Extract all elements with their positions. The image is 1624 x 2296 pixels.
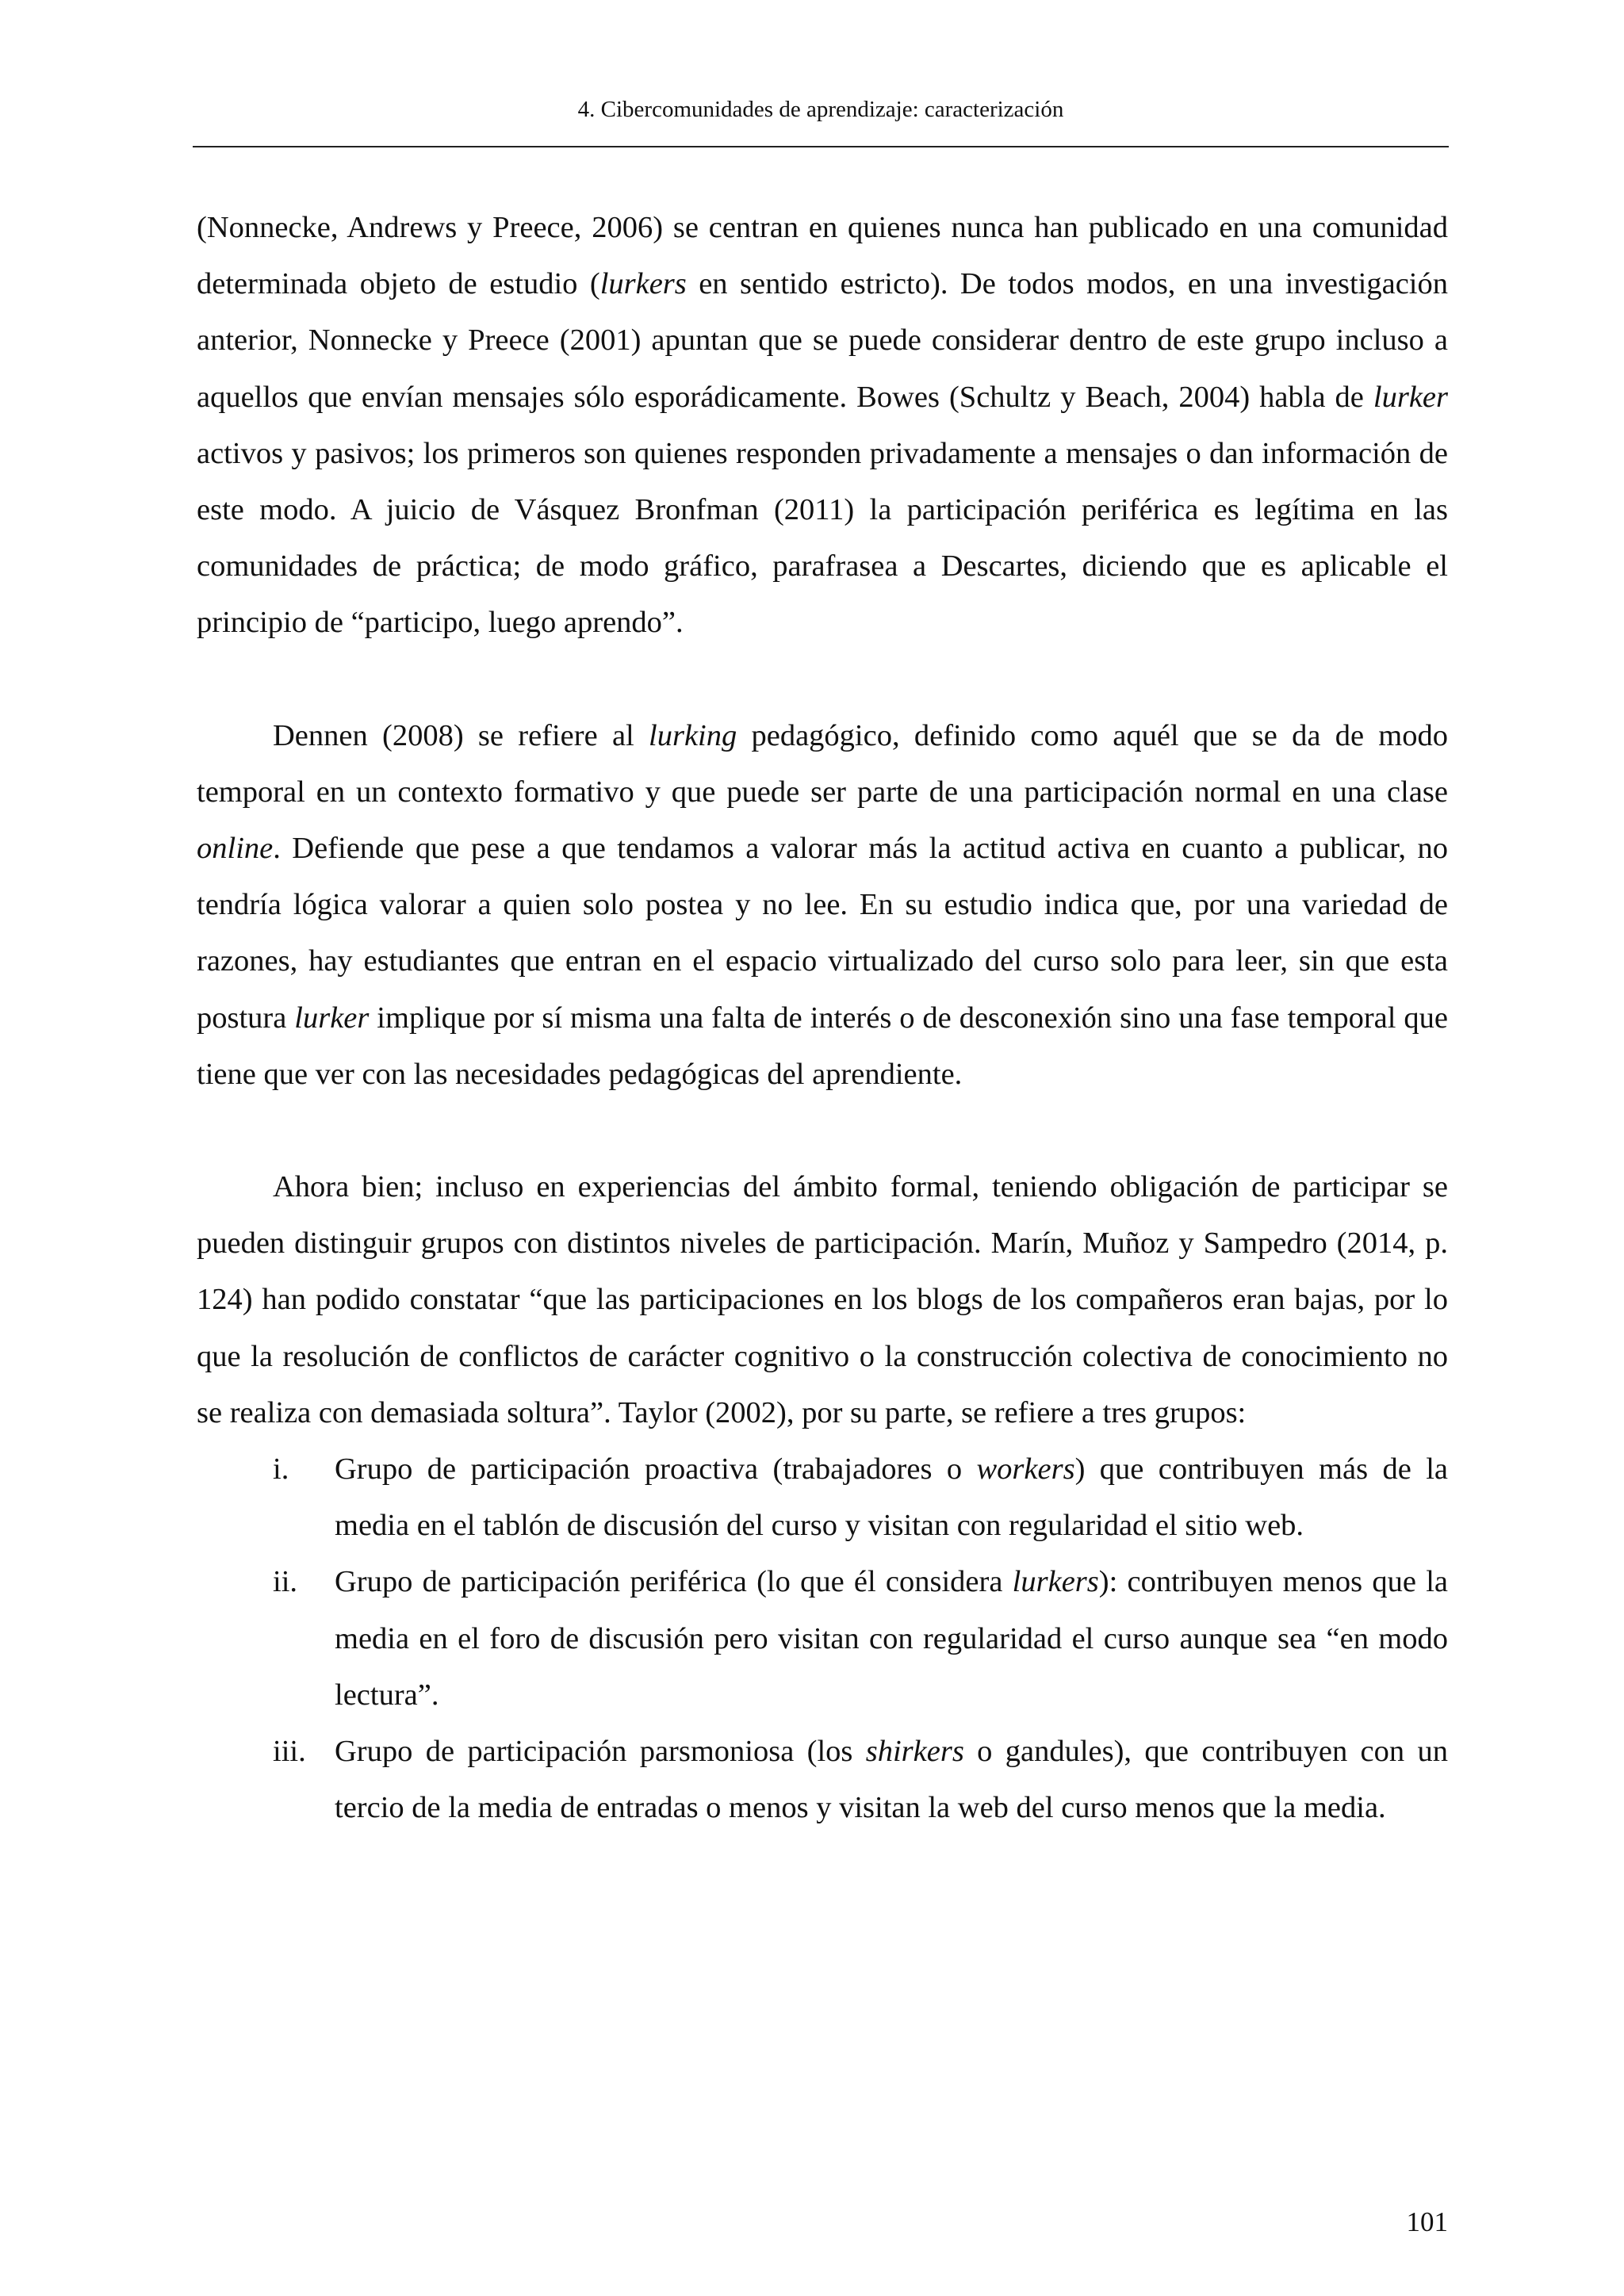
italic-term: lurkers xyxy=(1012,1565,1099,1599)
list-item xyxy=(197,1441,1448,1554)
text-run: Dennen (2008) se refiere al xyxy=(273,718,649,752)
text-run: activos y pasivos; los primeros son quienes responden privadamente a mensajes o dan información de este modo. A juicio de Vásquez Bronfman (2011) la participación periférica es legítima en las comunidades de práctica; de modo gráfico, parafrasea a Descartes, diciendo que es aplicable el principio de “participo, luego aprendo”. xyxy=(197,436,1448,640)
paragraph-lurkers-definition xyxy=(197,200,1448,652)
header-rule xyxy=(193,146,1449,147)
text-run: en sentido estricto). De todos modos, en una investigación anterior, Nonnecke y Preece (2001) apuntan que se puede considerar dentro de este grupo incluso a aquellos que envían mensajes sólo esporádicamente. Bowes (Schultz y Beach, 2004) habla de xyxy=(197,267,1448,414)
text-run: Grupo de participación periférica (lo que él considera xyxy=(335,1565,1013,1599)
text-run: ) que contribuyen más de la media en el tablón de discusión del curso y visitan con regularidad el sitio web. xyxy=(335,1452,1448,1543)
list-marker: i. xyxy=(273,1452,289,1487)
text-run: ): contribuyen menos que la media en el foro de discusión pero visitan con regularidad el curso aunque sea “en modo lectura”. xyxy=(335,1565,1448,1712)
italic-term: shirkers xyxy=(865,1735,964,1769)
list-item xyxy=(197,1724,1448,1836)
paragraph-spacer xyxy=(197,652,1448,708)
italic-term: workers xyxy=(976,1452,1075,1487)
paragraph-spacer xyxy=(197,1103,1448,1159)
text-run: o gandules), que contribuyen con un tercio de la media de entradas o menos y visitan la web del curso menos que la media. xyxy=(335,1735,1448,1825)
paragraph-pedagogical-lurking xyxy=(197,708,1448,1103)
text-run: pedagógico, definido como aquél que se da de modo temporal en un contexto formativo y que puede ser parte de una participación normal en una clase xyxy=(197,718,1449,809)
text-run: . Defiende que pese a que tendamos a valorar más la actitud activa en cuanto a publicar, no tendría lógica valorar a quien solo postea y no lee. En su estudio indica que, por una variedad de razones, hay estudiantes que entran en el espacio virtualizado del curso solo para leer, sin que esta postura xyxy=(197,832,1448,1035)
running-header xyxy=(193,94,1449,125)
list-marker: iii. xyxy=(273,1735,306,1769)
text-run: implique por sí misma una falta de interés o de desconexión sino una fase temporal que tiene que ver con las necesidades pedagógicas del aprendiente. xyxy=(197,1001,1448,1091)
paragraph-participation-groups xyxy=(197,1159,1448,1441)
italic-term: lurkers xyxy=(599,267,687,301)
text-run: Grupo de participación proactiva (trabajadores o xyxy=(335,1452,977,1487)
text-run: (Nonnecke, Andrews y Preece, 2006) se centran en quienes nunca han publicado en una comunidad determinada objeto de estudio ( xyxy=(197,211,1448,301)
participation-group-list xyxy=(197,1441,1448,1836)
italic-term: lurker xyxy=(1373,380,1448,414)
italic-term: online xyxy=(197,832,274,866)
text-run: Grupo de participación parsmoniosa (los xyxy=(335,1735,866,1769)
page-body xyxy=(197,200,1448,1836)
italic-term: lurking xyxy=(649,718,737,752)
list-marker: ii. xyxy=(273,1565,298,1599)
text-run: Ahora bien; incluso en experiencias del ámbito formal, teniendo obligación de participar se pueden distinguir grupos con distintos niveles de participación. Marín, Muñoz y Sampedro (2014, p. 124) han podido constatar “que las participaciones en los blogs de los compañeros eran bajas, por lo que la resolución de conflictos de carácter cognitivo o la construcción colectiva de conocimiento no se realiza con demasiada soltura”. Taylor (2002), por su parte, se refiere a tres grupos: xyxy=(197,1170,1448,1429)
italic-term: lurker xyxy=(294,1001,370,1035)
list-item xyxy=(197,1554,1448,1724)
chapter-title: 4. Cibercomunidades de aprendizaje: caracterización xyxy=(577,97,1064,122)
page-number: 101 xyxy=(1406,2206,1448,2237)
